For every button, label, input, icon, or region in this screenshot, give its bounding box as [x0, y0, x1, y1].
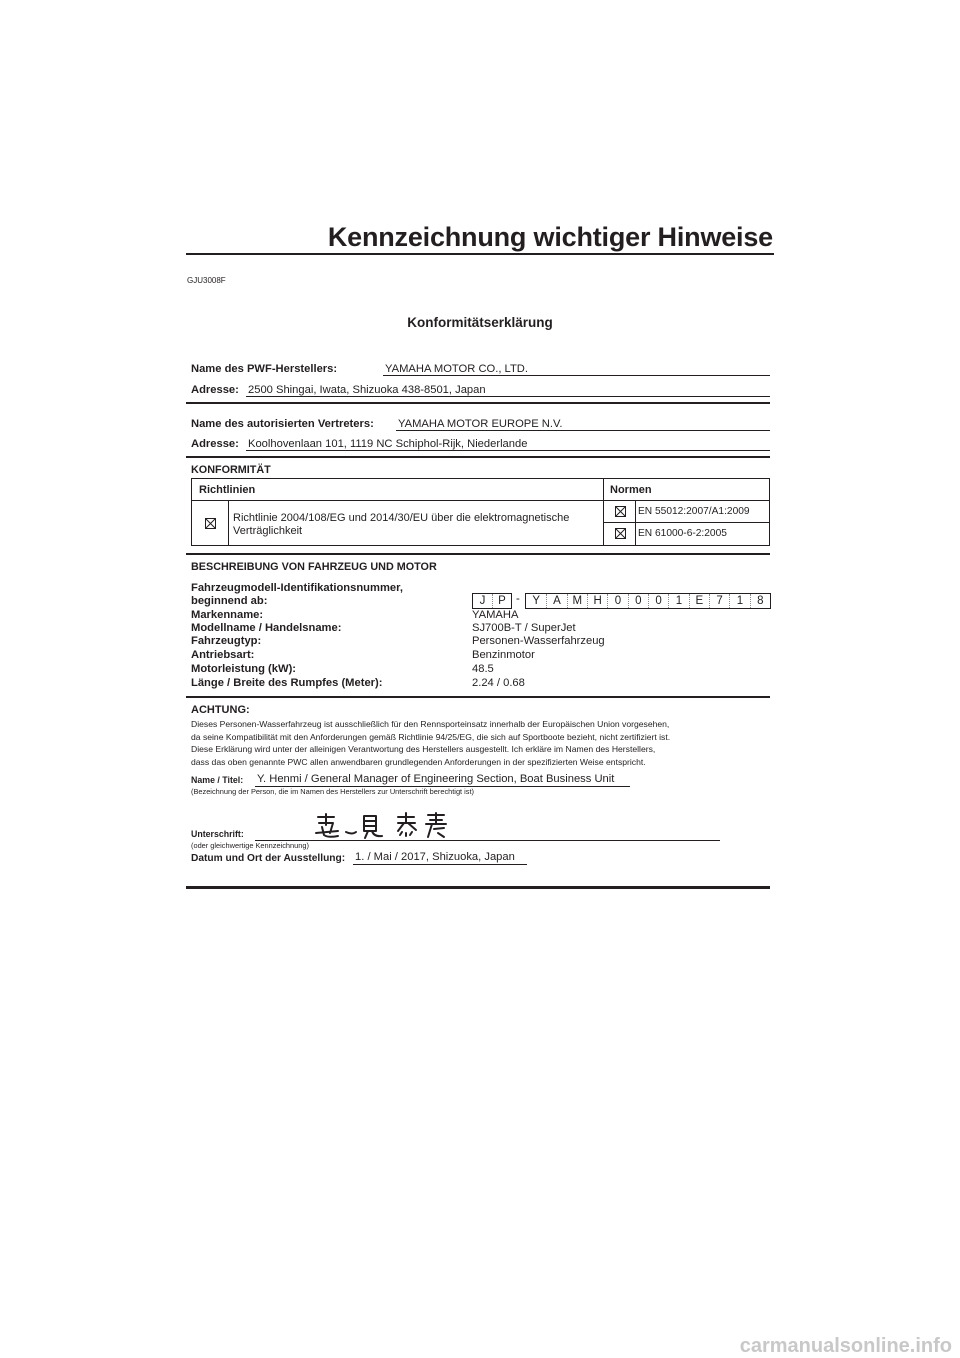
signature-underline — [255, 840, 720, 841]
vin-prefix-box — [472, 593, 512, 609]
standard-1-text: EN 55012:2007/A1:2009 — [638, 506, 750, 517]
closing-rule — [186, 886, 770, 889]
checked-box-icon — [205, 518, 216, 529]
spec-value: Benzinmotor — [472, 649, 535, 661]
section-divider — [186, 553, 770, 555]
representative-address-row — [191, 438, 239, 450]
representative-address-underline — [246, 450, 770, 451]
spec-label: Länge / Breite des Rumpfes (Meter): — [191, 677, 383, 689]
conformity-heading: KONFORMITÄT — [191, 464, 271, 476]
vin-char: E — [689, 594, 709, 608]
signature-note: (oder gleichwertige Kennzeichnung) — [191, 841, 309, 850]
spec-row — [191, 677, 525, 689]
manufacturer-address-label: Adresse: — [191, 384, 239, 396]
warning-line: Dieses Personen-Wasserfahrzeug ist ausschließlich für den Rennsporteinsatz innerhalb der Europäischen Union vorgesehen, — [191, 719, 670, 729]
spec-row — [191, 622, 576, 634]
standard-2-check-cell — [604, 523, 636, 545]
vin-char: A — [546, 594, 566, 608]
standard-2-cell — [636, 523, 769, 545]
section-divider — [186, 456, 770, 458]
vin-char: 1 — [668, 594, 688, 608]
directives-column-header: Richtlinien — [199, 484, 256, 496]
vin-char: M — [567, 594, 587, 608]
date-value: 1. / Mai / 2017, Shizuoka, Japan — [355, 851, 515, 863]
signature-label: Unterschrift: — [191, 829, 244, 839]
vin-char: 8 — [750, 594, 770, 608]
vin-char: H — [587, 594, 607, 608]
vehicle-heading: BESCHREIBUNG VON FAHRZEUG UND MOTOR — [191, 561, 437, 573]
conformity-table — [191, 478, 770, 546]
vin-char: 0 — [628, 594, 648, 608]
spec-row — [191, 635, 605, 647]
manufacturer-name-label: Name des PWF-Herstellers: — [191, 363, 338, 375]
vin-separator: - — [516, 593, 520, 605]
representative-name-value: YAMAHA MOTOR EUROPE N.V. — [398, 418, 563, 430]
spec-row — [191, 649, 535, 661]
standard-2-text: EN 61000-6-2:2005 — [638, 528, 727, 539]
warning-heading: ACHTUNG: — [191, 704, 250, 716]
checked-box-icon — [615, 528, 626, 539]
vin-char: P — [492, 594, 511, 608]
spec-value: Personen-Wasserfahrzeug — [472, 635, 605, 647]
signatory-name-label: Name / Titel: — [191, 775, 244, 785]
manufacturer-name-underline — [383, 375, 770, 376]
spec-row — [191, 609, 518, 621]
spec-label: Modellname / Handelsname: — [191, 622, 342, 634]
standard-1-cell — [636, 501, 769, 523]
directive-check-cell — [192, 501, 229, 545]
date-underline — [353, 864, 527, 865]
manufacturer-address-value: 2500 Shingai, Iwata, Shizuoka 438-8501, Japan — [248, 384, 486, 396]
warning-line: dass das oben genannte PWC allen anwendbaren grundlegenden Anforderungen in der spezifizierten Weise entspricht. — [191, 757, 646, 768]
warning-line: Diese Erklärung wird unter der alleinigen Verantwortung des Herstellers ausgestellt. Ich erkläre im Namen des Herstellers, — [191, 744, 656, 755]
section-divider — [186, 696, 770, 698]
manufacturer-address-row — [191, 384, 239, 396]
representative-name-underline — [396, 430, 770, 431]
declaration-title: Konformitätserklärung — [407, 315, 553, 330]
vin-char: 0 — [607, 594, 627, 608]
vin-char: 1 — [729, 594, 749, 608]
directives-header-cell — [192, 479, 604, 501]
standards-column-header: Normen — [610, 484, 652, 496]
directive-line-2: Verträglichkeit — [233, 525, 303, 537]
representative-address-label: Adresse: — [191, 438, 239, 450]
spec-value: 48.5 — [472, 663, 494, 675]
spec-label: Markenname: — [191, 609, 264, 621]
spec-label: Antriebsart: — [191, 649, 255, 661]
page-title: Kennzeichnung wichtiger Hinweise — [327, 222, 773, 252]
directive-text-cell — [229, 501, 604, 545]
date-label: Datum und Ort der Ausstellung: — [191, 853, 346, 864]
vin-char: J — [479, 595, 486, 607]
vin-char: Y — [532, 595, 540, 607]
manufacturer-address-underline — [246, 396, 770, 397]
section-divider — [186, 402, 770, 404]
title-rule — [186, 253, 774, 255]
spec-row — [191, 663, 494, 675]
manufacturer-name-row — [191, 363, 337, 375]
vin-char: 7 — [709, 594, 729, 608]
signatory-name-value: Y. Henmi / General Manager of Engineering Section, Boat Business Unit — [257, 773, 615, 785]
vin-main-box — [525, 593, 771, 609]
watermark: carmanualsonline.info — [739, 1335, 952, 1357]
spec-label: Fahrzeugtyp: — [191, 635, 262, 647]
spec-value: SJ700B-T / SuperJet — [472, 622, 576, 634]
checked-box-icon — [615, 506, 626, 517]
spec-label: Motorleistung (kW): — [191, 663, 297, 675]
directive-line-1: Richtlinie 2004/108/EG und 2014/30/EU über die elektromagnetische — [233, 512, 570, 524]
warning-text — [191, 718, 781, 769]
vin-label-line-2: beginnend ab: — [191, 595, 268, 607]
representative-address-value: Koolhovenlaan 101, 1119 NC Schiphol-Rijk, Niederlande — [248, 438, 528, 450]
spec-value: YAMAHA — [472, 609, 519, 621]
spec-value: 2.24 / 0.68 — [472, 677, 525, 689]
vin-label-line-1: Fahrzeugmodell-Identifikationsnummer, — [191, 582, 403, 594]
manufacturer-name-value: YAMAHA MOTOR CO., LTD. — [385, 363, 528, 375]
signatory-name-note: (Bezeichnung der Person, die im Namen des Herstellers zur Unterschrift berechtigt ist) — [191, 787, 475, 796]
warning-line: da seine Kompatibilität mit den Anforderungen gemäß Richtlinie 94/25/EG, die sich auf Sportboote bezieht, nicht zertifiziert ist. — [191, 731, 671, 742]
representative-name-row — [191, 418, 374, 430]
signature-image — [312, 811, 448, 841]
vin-char: 0 — [648, 594, 668, 608]
document-code: GJU3008F — [187, 276, 226, 285]
representative-name-label: Name des autorisierten Vertreters: — [191, 418, 374, 430]
standard-1-check-cell — [604, 501, 636, 523]
signature-text — [0, 0, 1, 1]
directive-text — [233, 512, 569, 538]
standards-header-cell — [604, 479, 769, 501]
